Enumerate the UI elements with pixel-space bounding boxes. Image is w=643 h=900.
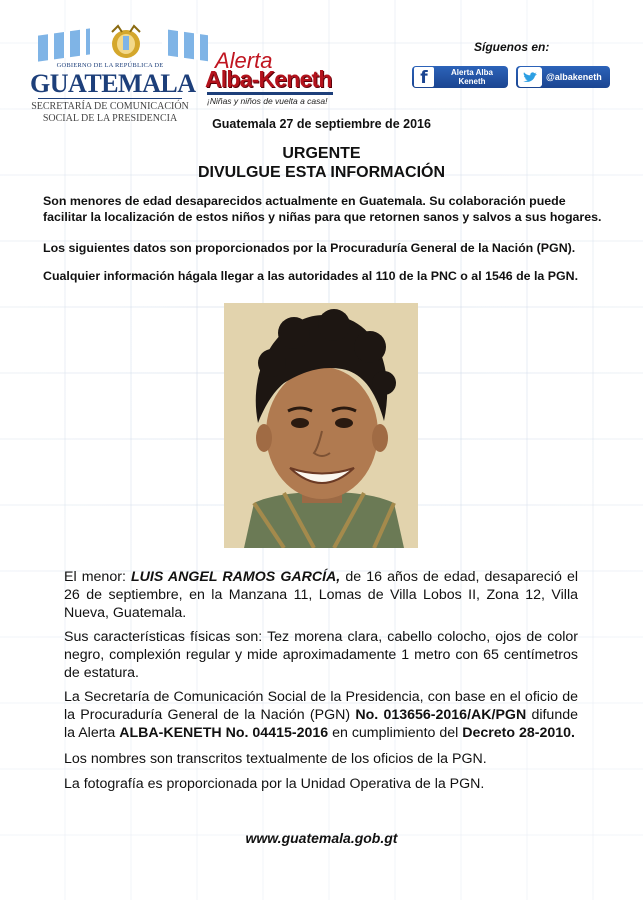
facebook-icon: f [414,67,434,87]
alba-keneth-wordmark: Alba-Keneth [205,66,332,92]
alba-keneth-logo [205,48,335,110]
p3-part-a: La Secretaría de Comunicación Social de la Presidencia, con base en el oficio de la Procuraduría General de la Nación (PGN) [64,689,578,723]
facebook-link[interactable] [412,66,508,88]
legal-basis-paragraph [64,688,578,742]
child-description-paragraph [64,568,578,622]
bulletin-date: Guatemala 27 de septiembre de 2016 [212,117,431,131]
facebook-label [438,68,506,86]
gobierno-text: GOBIERNO DE LA REPÚBLICA DE [56,62,164,69]
twitter-link[interactable] [516,66,610,88]
flag-ribbon-left [38,28,90,61]
twitter-icon [518,67,542,87]
photo-credit-paragraph: La fotografía es proporcionada por la Unidad Operativa de la PGN. [64,776,485,792]
p1-prefix: El menor: [64,569,131,585]
flag-ribbon-right [162,29,208,61]
p3-part-b: difunde la Alerta [64,707,578,741]
secretaria-line-2: SOCIAL DE LA PRESIDENCIA [42,113,178,124]
twitter-handle: @albakeneth [546,72,602,82]
guatemala-government-logo [30,22,196,128]
decreto-number: Decreto 28-2010. [462,725,575,741]
alba-keneth-tagline: ¡Niñas y niños de vuelta a casa! [207,96,328,106]
missing-child-photo [224,303,418,548]
alerta-wordmark: Alerta [215,48,273,73]
names-note-paragraph: Los nombres son transcritos textualmente de los oficios de la PGN. [64,751,487,767]
facebook-label-line-1: Alerta Alba [451,68,493,77]
alerta-number: ALBA-KENETH No. 04415-2016 [119,725,329,741]
intro-paragraph-1: Son menores de edad desaparecidos actualmente en Guatemala. Su colaboración puede facilitar la localización de estos niños y niñas para que retornen sanos y salvos a sus hogares. [43,194,602,224]
website-link[interactable]: www.guatemala.gob.gt [245,830,398,846]
secretaria-line-1: SECRETARÍA DE COMUNICACIÓN [31,101,189,112]
logo-divider [38,98,182,99]
p3-part-c: en cumplimiento del [328,725,463,741]
intro-paragraph-3: Cualquier información hágala llegar a las autoridades al 110 de la PNC o al 1546 de la PGN. [43,269,579,283]
logo-underline [207,92,333,95]
physical-characteristics-paragraph: Sus características físicas son: Tez morena clara, cabello colocho, ojos de color negro, complexión regular y mide aproximadamente 1 metro con 65 centímetros de estatura. [64,629,578,681]
portrait-image [224,303,418,548]
divulgue-heading: DIVULGUE ESTA INFORMACIÓN [197,164,446,181]
follow-us-label: Síguenos en: [474,40,550,54]
facebook-label-line-2: Keneth [458,77,486,86]
p1-details: de 16 años de edad, desapareció el 26 de septiembre, en la Manzana 11, Lomas de Villa Lobos II, Zona 12, Villa Nueva, Guatemala. [64,569,578,621]
intro-paragraph-2: Los siguientes datos son proporcionados por la Procuraduría General de la Nación (PGN). [43,241,576,255]
urgent-heading: URGENTE [282,145,361,162]
child-name: LUIS ANGEL RAMOS GARCÍA, [131,569,341,585]
guatemala-emblem-icon [96,22,156,62]
guatemala-wordmark: GUATEMALA [30,69,196,98]
oficio-number: No. 013656-2016/AK/PGN [355,707,527,723]
